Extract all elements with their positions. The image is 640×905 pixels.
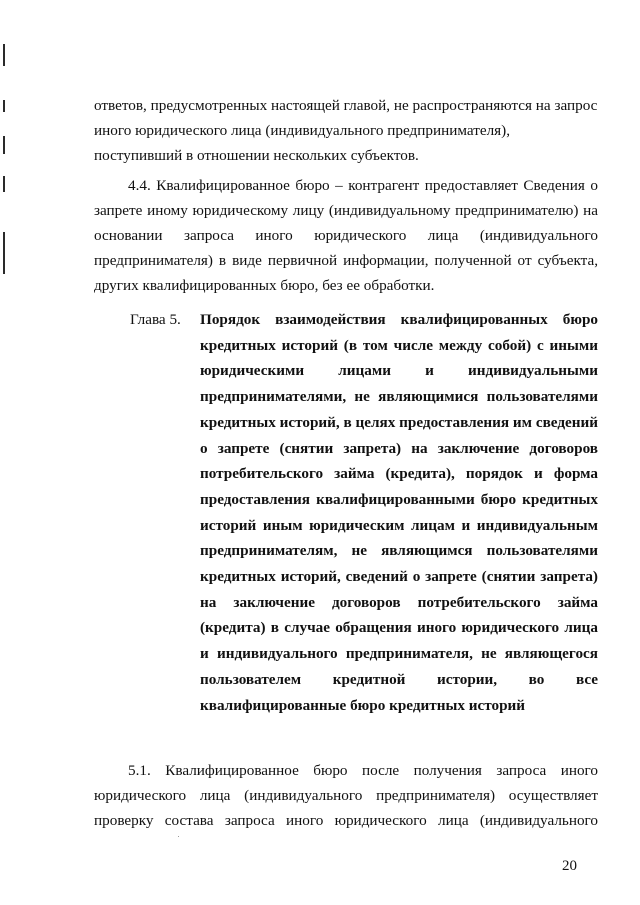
page-number: 20: [562, 858, 577, 874]
paragraph-section-4-4: 4.4. Квалифицированное бюро – контрагент предоставляет Сведения о запрете иному юридическому лицу (индивидуальному предпринимателю) на основании запроса иного юридического лица (индивидуального предпринимателя) в виде первичной информации, полученной от субъекта, других квалифицированных бюро, без ее обработки.: [94, 177, 598, 295]
chapter-label: Глава 5.: [130, 311, 181, 328]
paragraph-section-5-1: 5.1. Квалифицированное бюро после получения запроса иного юридического лица (индивидуального предпринимателя) осуществляет проверку состава запроса иного юридического лица (индивидуального: [94, 762, 598, 830]
chapter-title: Порядок взаимодействия квалифицированных бюро кредитных историй (в том числе между собой) с иными юридическими лицами и индивидуальными предпринимателями, не являющимися пользователями кредитных историй, в целях предоставления им сведений о запрете (снятии запрета) на заключение договоров потребительского займа (кредита), порядок и форма предоставления квалифицированными бюро кредитных историй иным юридическим лицам и индивидуальным предпринимателям, не являющимся пользователями кредитных историй, сведений о запрете (снятии запрета) на заключение договоров потребительского займа (кредита) в случае обращения иного юридического лица и индивидуального предпринимателя, не являющегося пользователем кредитной истории, во все квалифицированные бюро кредитных историй: [200, 311, 598, 714]
chapter-heading: [130, 307, 598, 727]
scan-speck: [178, 836, 179, 837]
paragraph-intro-continuation: ответов, предусмотренных настоящей главой, не распространяются на запрос иного юридического лица (индивидуального предпринимателя), поступивший в отношении нескольких субъектов.: [94, 97, 598, 165]
